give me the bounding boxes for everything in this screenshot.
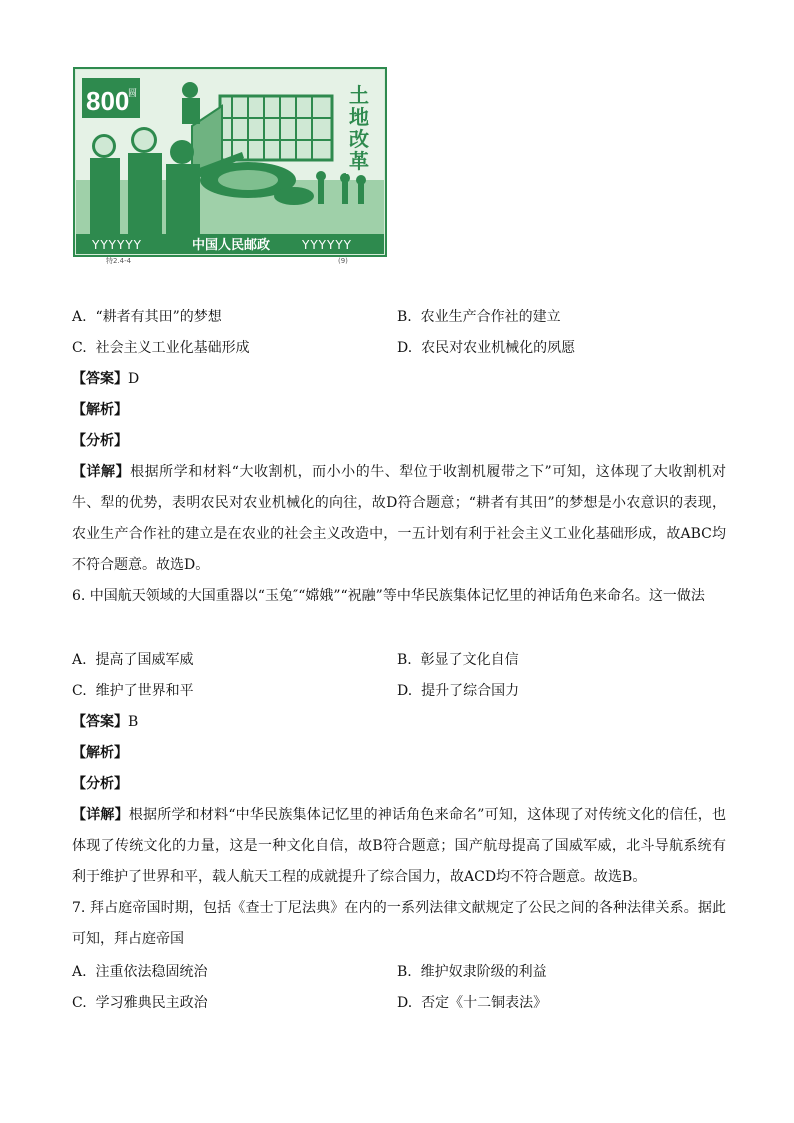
option-letter: D. bbox=[397, 995, 413, 1011]
option-text: 维护奴隶阶级的利益 bbox=[420, 964, 547, 980]
option-text: 农民对农业机械化的夙愿 bbox=[421, 340, 576, 356]
svg-text:YYYYYY: YYYYYY bbox=[302, 238, 352, 252]
q6-option-a bbox=[72, 650, 193, 670]
stamp-value: 800 bbox=[86, 86, 130, 116]
option-text: 农业生产合作社的建立 bbox=[420, 309, 561, 325]
option-text: 注重依法稳固统治 bbox=[95, 964, 208, 980]
option-text: “耕者有其田”的梦想 bbox=[95, 309, 222, 325]
q6-option-b bbox=[397, 650, 519, 670]
option-letter: C. bbox=[72, 995, 87, 1011]
stamp-title-char-4: 革 bbox=[349, 149, 369, 173]
option-text: 否定《十二铜表法》 bbox=[421, 995, 548, 1011]
q7-option-d bbox=[397, 993, 547, 1013]
option-letter: C. bbox=[72, 340, 87, 356]
q5-option-c bbox=[72, 338, 250, 358]
stamp-title-char-3: 改 bbox=[349, 127, 369, 151]
answer-value: D bbox=[128, 371, 140, 387]
q6-answer bbox=[72, 712, 138, 732]
q5-answer bbox=[72, 369, 139, 389]
q6-option-c bbox=[72, 681, 194, 701]
stamp-title-char-2: 地 bbox=[349, 105, 369, 129]
detail-label: 【详解】 bbox=[72, 807, 129, 823]
option-letter: C. bbox=[72, 683, 87, 699]
option-text: 社会主义工业化基础形成 bbox=[95, 340, 250, 356]
option-letter: B. bbox=[397, 964, 412, 980]
option-letter: D. bbox=[397, 683, 413, 699]
q5-option-a bbox=[72, 307, 222, 327]
q6-detail bbox=[72, 800, 726, 893]
q5-analysis-label: 【解析】 bbox=[72, 402, 128, 418]
option-letter: B. bbox=[397, 309, 412, 325]
option-text: 提升了综合国力 bbox=[421, 683, 520, 699]
option-letter: A. bbox=[72, 309, 87, 325]
stamp-bottom-banner: 中国人民邮政 bbox=[192, 238, 271, 253]
answer-label: 【答案】 bbox=[72, 714, 128, 730]
answer-label: 【答案】 bbox=[72, 371, 128, 387]
q6-stem: 6. 中国航天领域的大国重器以“玉兔″“嫦娥”“祝融”等中华民族集体记忆里的神话角色来命名。这一做法 bbox=[72, 588, 705, 604]
option-text: 维护了世界和平 bbox=[95, 683, 194, 699]
q7-option-b bbox=[397, 962, 547, 982]
q5-detail bbox=[72, 457, 726, 581]
option-text: 学习雅典民主政治 bbox=[95, 995, 208, 1011]
option-text: 彰显了文化自信 bbox=[420, 652, 519, 668]
q7-option-a bbox=[72, 962, 207, 982]
q7-option-c bbox=[72, 993, 208, 1013]
answer-value: B bbox=[128, 714, 139, 730]
stamp-serial-right: (9) bbox=[338, 257, 348, 264]
svg-text:YYYYYY: YYYYYY bbox=[92, 238, 142, 252]
option-letter: A. bbox=[72, 964, 87, 980]
q6-option-d bbox=[397, 681, 519, 701]
stamp-title-char-1: 土 bbox=[349, 83, 369, 107]
stamp-serial-left: 特2.4-4 bbox=[106, 257, 132, 264]
q6-analysis-label: 【解析】 bbox=[72, 745, 128, 761]
detail-text: 根据所学和材料“大收割机，而小小的牛、犁位于收割机履带之下”可知，这体现了大收割机对牛、犁的优势，表明农民对农业机械化的向往，故D符合题意；“耕者有其田”的梦想是小农意识的表现，农业生产合作社的建立是在农业的社会主义改造中，一五计划有利于社会主义工业化基础形成，故ABC均不符合题意。故选D。 bbox=[72, 464, 727, 573]
q6-fenxi-label: 【分析】 bbox=[72, 776, 128, 792]
q5-option-b bbox=[397, 307, 561, 327]
option-letter: A. bbox=[72, 652, 87, 668]
option-letter: B. bbox=[397, 652, 412, 668]
option-letter: D. bbox=[397, 340, 413, 356]
q5-fenxi-label: 【分析】 bbox=[72, 433, 128, 449]
q5-option-d bbox=[397, 338, 575, 358]
q7-stem: 7. 拜占庭帝国时期，包括《查士丁尼法典》在内的一系列法律文献规定了公民之间的各种法律关系。据此可知，拜占庭帝国 bbox=[72, 900, 726, 947]
stamp-currency: 圆 bbox=[128, 89, 138, 99]
detail-text: 根据所学和材料“中华民族集体记忆里的神话角色来命名”可知，这体现了对传统文化的信任，也体现了传统文化的力量，这是一种文化自信，故B符合题意；国产航母提高了国威军威，北斗导航系统有利于维护了世界和平，载人航天工程的成就提升了综合国力，故ACD均不符合题意。故选B。 bbox=[72, 807, 727, 885]
land-reform-stamp-image bbox=[72, 66, 390, 264]
option-text: 提高了国威军威 bbox=[95, 652, 194, 668]
detail-label: 【详解】 bbox=[72, 464, 131, 480]
